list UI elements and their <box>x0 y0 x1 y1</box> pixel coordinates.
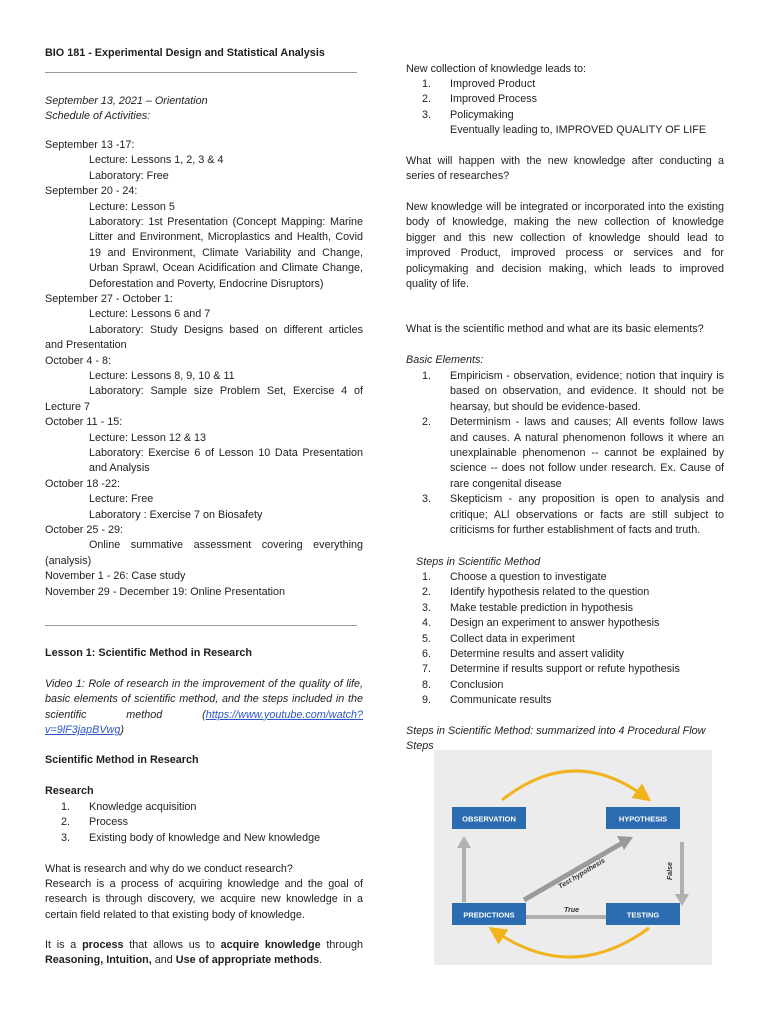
list-item: 8. Conclusion <box>422 678 504 691</box>
research-answer: Research is a process of acquiring knowledge and the goal of research is through discovery, we acquire new knowledge in a certain field related to that existing body of knowledge. <box>45 878 363 921</box>
label-false: False <box>667 862 674 880</box>
week-lecture: Lecture: Lessons 8, 9, 10 & 11 <box>89 369 235 382</box>
orientation-date: September 13, 2021 – Orientation <box>45 95 208 107</box>
week-lecture: Lecture: Free <box>89 493 154 506</box>
divider <box>45 72 357 73</box>
list-item: 5. Collect data in experiment <box>422 632 575 645</box>
research-heading: Research <box>45 785 94 797</box>
week-lab: Laboratory: Exercise 6 of Lesson 10 Data Presentation and Analysis <box>89 446 363 475</box>
week-date: September 13 -17: <box>45 139 135 151</box>
list-item: 2. Identify hypothesis related to the question <box>422 586 650 599</box>
list-item: 3. Policymaking <box>422 108 514 121</box>
box-label: PREDICTIONS <box>463 910 515 920</box>
week-lecture: Lecture: Lesson 5 <box>89 200 175 213</box>
list-item: 1. Knowledge acquisition <box>61 801 197 813</box>
week-date: October 18 -22: <box>45 477 121 490</box>
list-item: 7. Determine if results support or refute hypothesis <box>422 663 680 676</box>
week-date: October 25 - 29: <box>45 523 124 536</box>
video-link[interactable]: https://www.youtube.com/watch?v=9lF3japBVwg <box>45 708 363 737</box>
list-item: 3. Skepticism - any proposition is open to analysis and critique; ALl observations or facts are still subject to criticisms for further establishment of facts and truth. <box>422 493 724 537</box>
label-true: True <box>564 907 580 914</box>
list-item: 4. Design an experiment to answer hypothesis <box>422 617 660 630</box>
list-item: 2. Improved Process <box>422 93 538 106</box>
diagram-background <box>434 750 712 965</box>
research-list <box>45 800 363 846</box>
steps-list <box>406 570 724 709</box>
list-item: 6. Determine results and assert validity <box>422 648 625 661</box>
steps-heading: Steps in Scientific Method <box>416 556 541 568</box>
steps-summary: Steps in Scientific Method: summarized into 4 Procedural Flow Steps <box>406 725 706 753</box>
week-note: Online summative assessment covering everything (analysis) <box>45 539 363 567</box>
week-date: October 11 - 15: <box>45 416 123 429</box>
list-item: 1. Improved Product <box>422 78 536 90</box>
question-scientific-method: What is the scientific method and what are its basic elements? <box>406 323 704 335</box>
label-test-hypothesis: Test hypothesis <box>557 857 607 891</box>
schedule-extra: November 29 - December 19: Online Presentation <box>45 585 286 598</box>
week-date: September 20 - 24: <box>45 185 138 198</box>
week-date: October 4 - 8: <box>45 354 112 367</box>
schedule-extra: November 1 - 26: Case study <box>45 570 186 583</box>
question-new-knowledge: What will happen with the new knowledge after conducting a series of researches? <box>406 155 724 183</box>
box-label: OBSERVATION <box>462 814 516 824</box>
list-item: 3. Existing body of knowledge and New knowledge <box>61 831 321 844</box>
scientific-method-flow-diagram <box>434 750 712 965</box>
week-lecture: Lecture: Lessons 1, 2, 3 & 4 <box>89 154 224 167</box>
week-lecture: Lecture: Lesson 12 & 13 <box>89 431 207 444</box>
week-lab: Laboratory : Exercise 7 on Biosafety <box>89 508 263 521</box>
collection-list <box>406 77 724 123</box>
section-title: Scientific Method in Research <box>45 754 199 766</box>
schedule-heading: Schedule of Activities: <box>45 110 151 122</box>
video-description <box>45 677 363 739</box>
list-item: 2. Determinism - laws and causes; All events follow laws and causes. A natural phenomenon follows it where an unexplainable phenomenon -- cannot be explained by science -- does not follow under research. Ex. Cause of rare congenital disease <box>422 416 724 490</box>
box-predictions <box>452 903 526 925</box>
week-date: September 27 - October 1: <box>45 292 173 305</box>
document-title: BIO 181 - Experimental Design and Statistical Analysis <box>45 47 325 59</box>
box-hypothesis <box>606 807 680 829</box>
video-text: Video 1: Role of research in the improvement of the quality of life, basic elements of scientific method, and the steps included in the scientific method ( <box>45 678 363 721</box>
divider <box>45 625 357 626</box>
box-label: HYPOTHESIS <box>618 814 668 824</box>
process-paragraph: It is a process that allows us to acquire knowledge through Reasoning, Intuition, and Use of appropriate methods. <box>45 939 363 967</box>
answer-new-knowledge: New knowledge will be integrated or incorporated into the existing body of knowledge, making the new collection of knowledge bigger and this new collection of knowledge should lead to improved Product, improved process or services and for policymaking and decision making, which leads to improved quality of life. <box>406 201 724 291</box>
collection-lead: New collection of knowledge leads to: <box>406 63 587 75</box>
box-testing <box>606 903 680 925</box>
list-item: 1. Empiricism - observation, evidence; notion that inquiry is based on observation, and evidence. It should not be hearsay, but should be evidence-based. <box>422 370 724 413</box>
week-lecture: Lecture: Lessons 6 and 7 <box>89 308 211 321</box>
basic-elements-heading: Basic Elements: <box>406 354 484 366</box>
week-lab: Laboratory: 1st Presentation (Concept Mapping: Marine Litter and Environment, Microplastics and Health, Covid 19 and Environment, Climate Variability and Change, Urban Sprawl, Ocean Acidification and Climate Change, Deforestation and Poverty, Endocrine Disruptors) <box>89 215 363 290</box>
box-label: TESTING <box>626 910 660 920</box>
week-lab: Laboratory: Study Designs based on different articles and Presentation <box>45 323 363 352</box>
lesson-title: Lesson 1: Scientific Method in Research <box>45 647 252 659</box>
box-observation <box>452 807 526 829</box>
research-question: What is research and why do we conduct research? <box>45 863 293 875</box>
basic-elements-list <box>406 369 724 538</box>
schedule-list <box>45 138 363 600</box>
list-item: 9. Communicate results <box>422 694 552 707</box>
list-item: 1. Choose a question to investigate <box>422 571 607 583</box>
list-item: 3. Make testable prediction in hypothesis <box>422 601 634 614</box>
video-close: ) <box>120 724 124 737</box>
collection-tail: Eventually leading to, IMPROVED QUALITY OF LIFE <box>450 124 707 136</box>
week-lab: Laboratory: Free <box>89 169 169 182</box>
week-lab: Laboratory: Sample size Problem Set, Exercise 4 of Lecture 7 <box>45 385 363 413</box>
list-item: 2. Process <box>61 816 129 829</box>
